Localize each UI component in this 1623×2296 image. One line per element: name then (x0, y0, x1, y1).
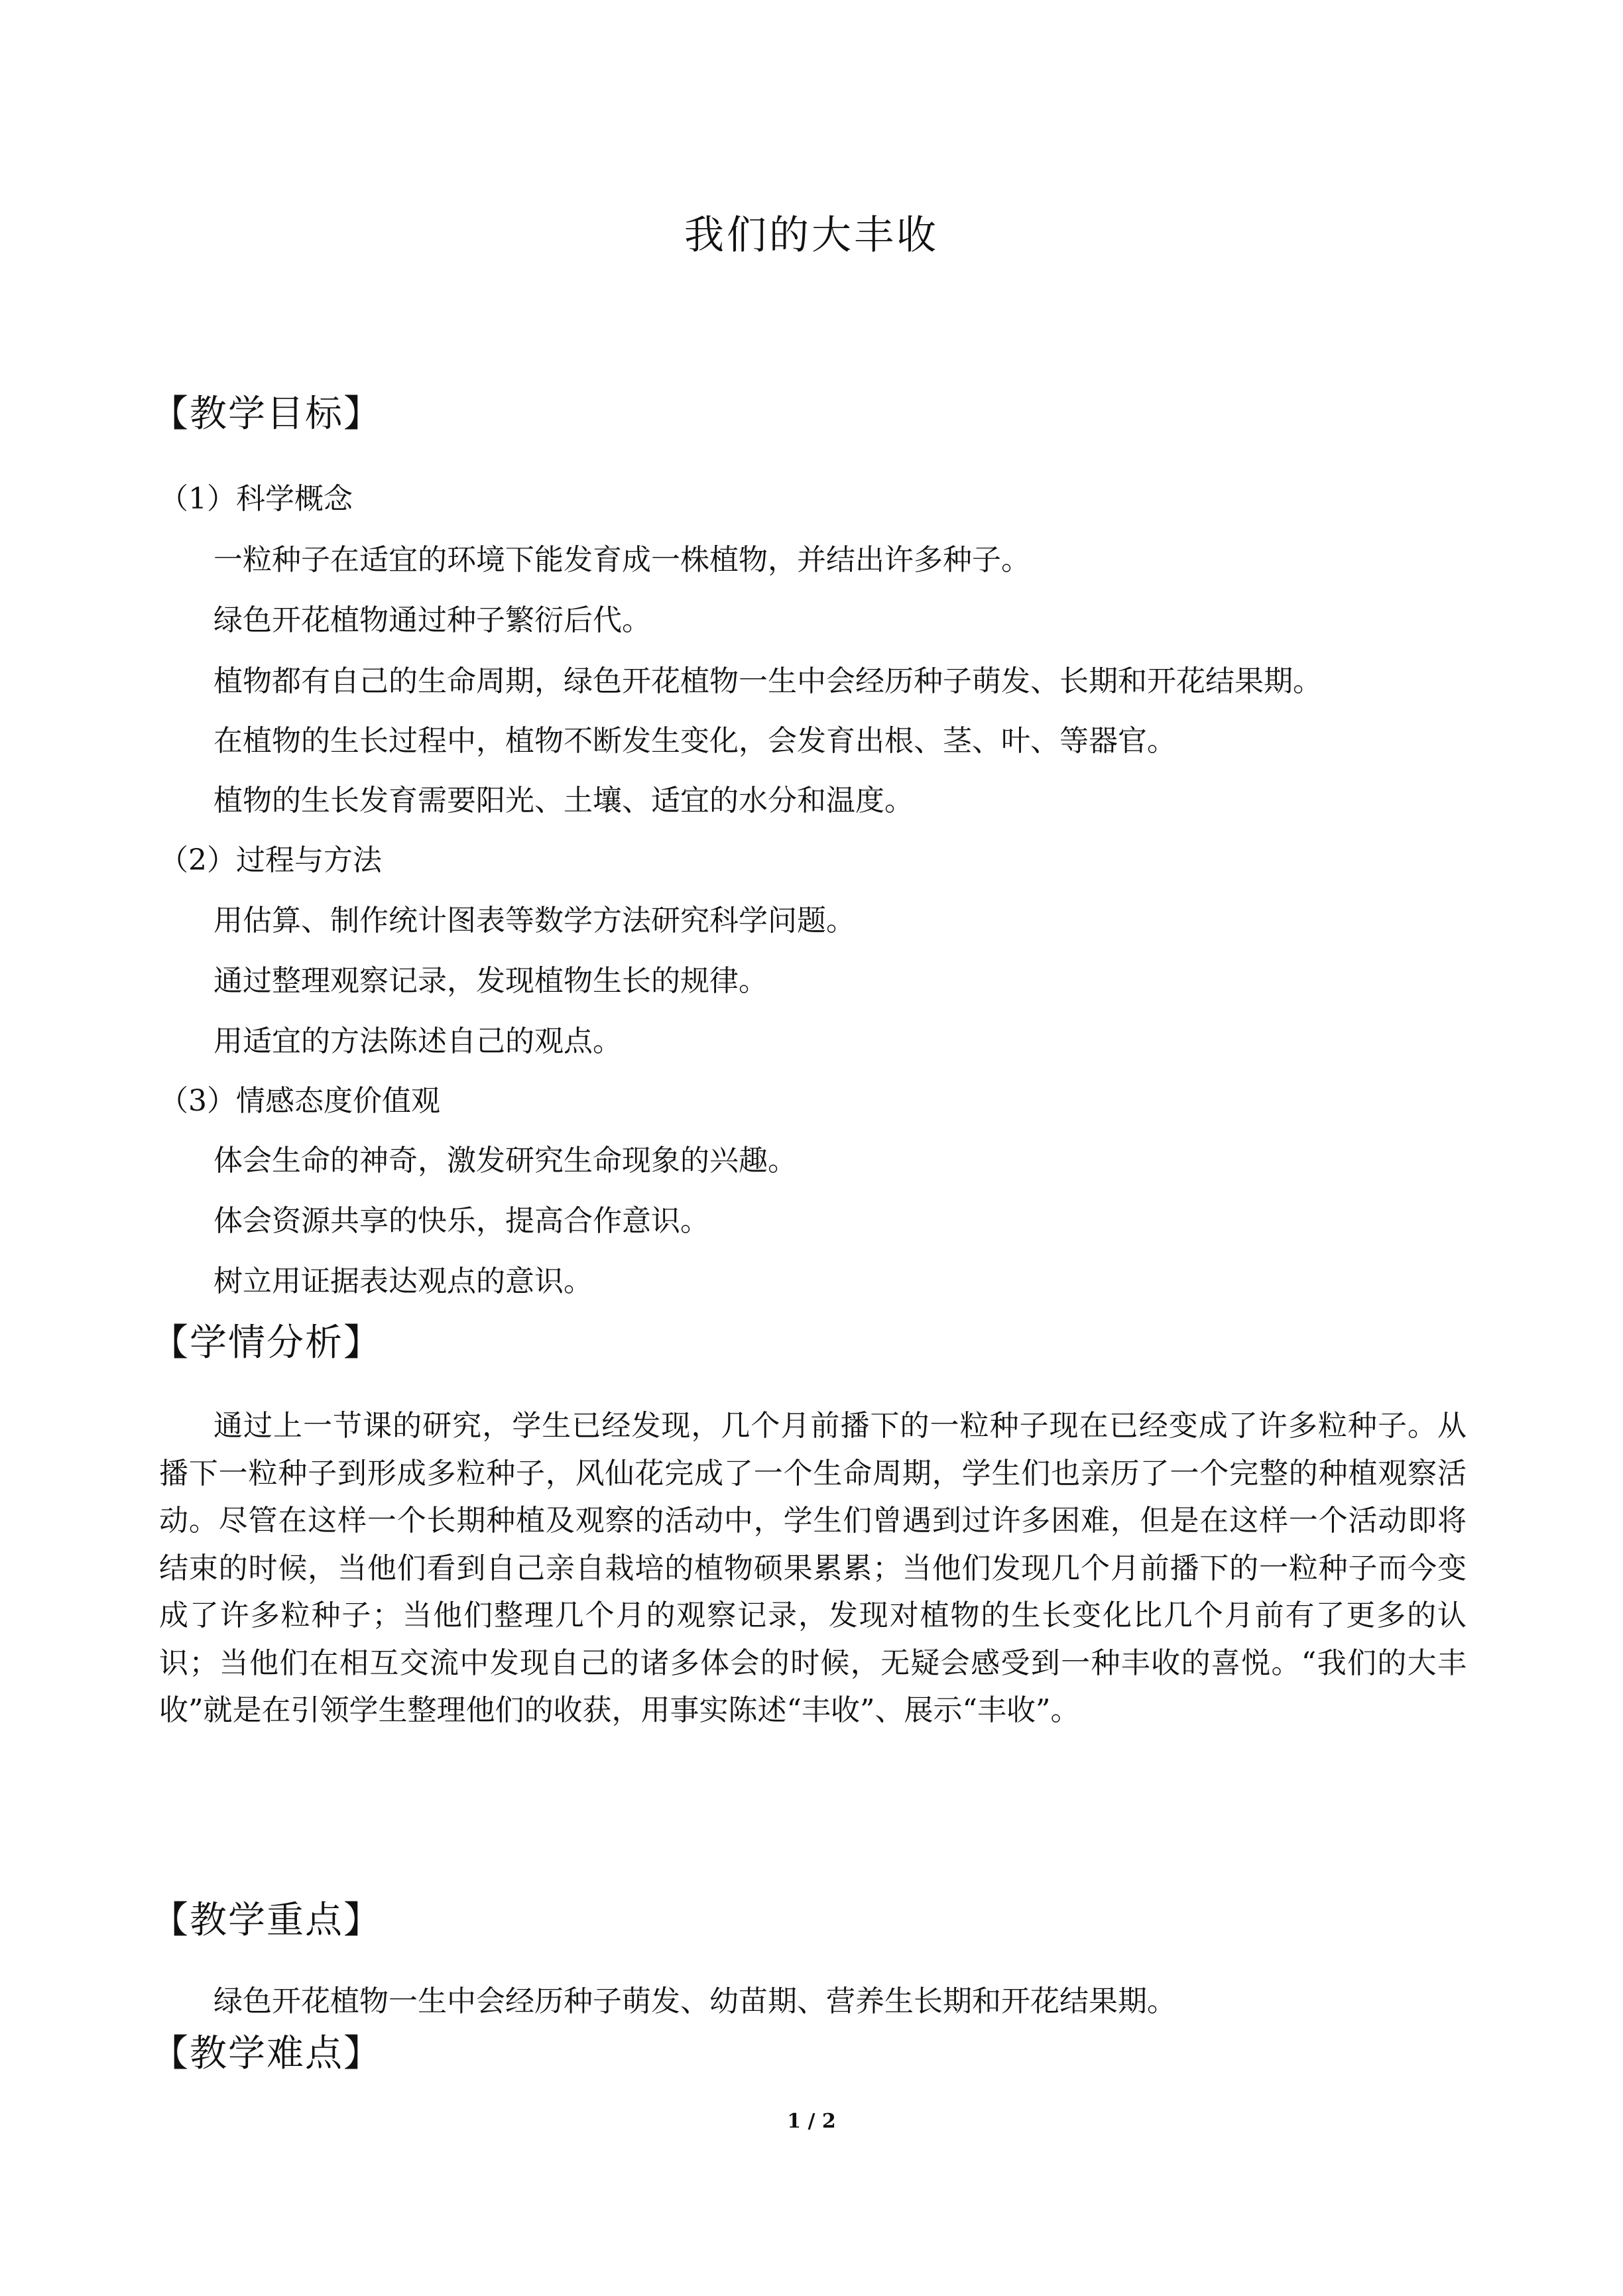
heading-analysis: 【学情分析】 (151, 1321, 382, 1364)
keypoints-line: 绿色开花植物一生中会经历种子萌发、幼苗期、营养生长期和开花结果期。 (213, 1984, 1176, 2018)
process-line-3: 用适宜的方法陈述自己的观点。 (213, 1024, 622, 1058)
concept-line-4: 在植物的生长过程中，植物不断发生变化，会发育出根、茎、叶、等器官。 (213, 724, 1176, 758)
concept-line-5: 植物的生长发育需要阳光、土壤、适宜的水分和温度。 (213, 784, 914, 817)
concept-line-3: 植物都有自己的生命周期，绿色开花植物一生中会经历种子萌发、长期和开花结果期。 (213, 664, 1322, 698)
document-title: 我们的大丰收 (684, 212, 939, 259)
attitude-line-2: 体会资源共享的快乐，提高合作意识。 (213, 1204, 709, 1238)
concept-line-1: 一粒种子在适宜的环境下能发育成一株植物，并结出许多种子。 (213, 543, 1030, 577)
heading-difficulties: 【教学难点】 (151, 2032, 382, 2075)
heading-objectives: 【教学目标】 (151, 393, 382, 436)
subheading-concept: （1）科学概念 (159, 482, 353, 516)
concept-line-2: 绿色开花植物通过种子繁衍后代。 (213, 603, 651, 637)
attitude-line-1: 体会生命的神奇，激发研究生命现象的兴趣。 (213, 1144, 797, 1178)
attitude-line-3: 树立用证据表达观点的意识。 (213, 1264, 593, 1298)
subheading-process: （2）过程与方法 (159, 843, 382, 877)
analysis-paragraph: 通过上一节课的研究，学生已经发现，几个月前播下的一粒种子现在已经变成了许多粒种子。从播下一粒种子到形成多粒种子，风仙花完成了一个生命周期，学生们也亲历了一个完整的种植观察活动。尽管在这样一个长期种植及观察的活动中，学生们曾遇到过许多困难，但是在这样一个活动即将结束的时候，当他们看到自己亲自栽培的植物硕果累累；当他们发现几个月前播下的一粒种子而今变成了许多粒种子；当他们整理几个月的观察记录，发现对植物的生长变化比几个月前有了更多的认识；当他们在相互交流中发现自己的诸多体会的时候，无疑会感受到一种丰收的喜悦。“我们的大丰收”就是在引领学生整理他们的收获，用事实陈述“丰收”、展示“丰收”。 (159, 1409, 1467, 1727)
subheading-attitude: （3）情感态度价值观 (159, 1084, 440, 1118)
process-line-1: 用估算、制作统计图表等数学方法研究科学问题。 (213, 904, 855, 937)
page-number: 1 / 2 (787, 2110, 836, 2133)
heading-keypoints: 【教学重点】 (151, 1899, 382, 1942)
process-line-2: 通过整理观察记录，发现植物生长的规律。 (213, 964, 768, 998)
